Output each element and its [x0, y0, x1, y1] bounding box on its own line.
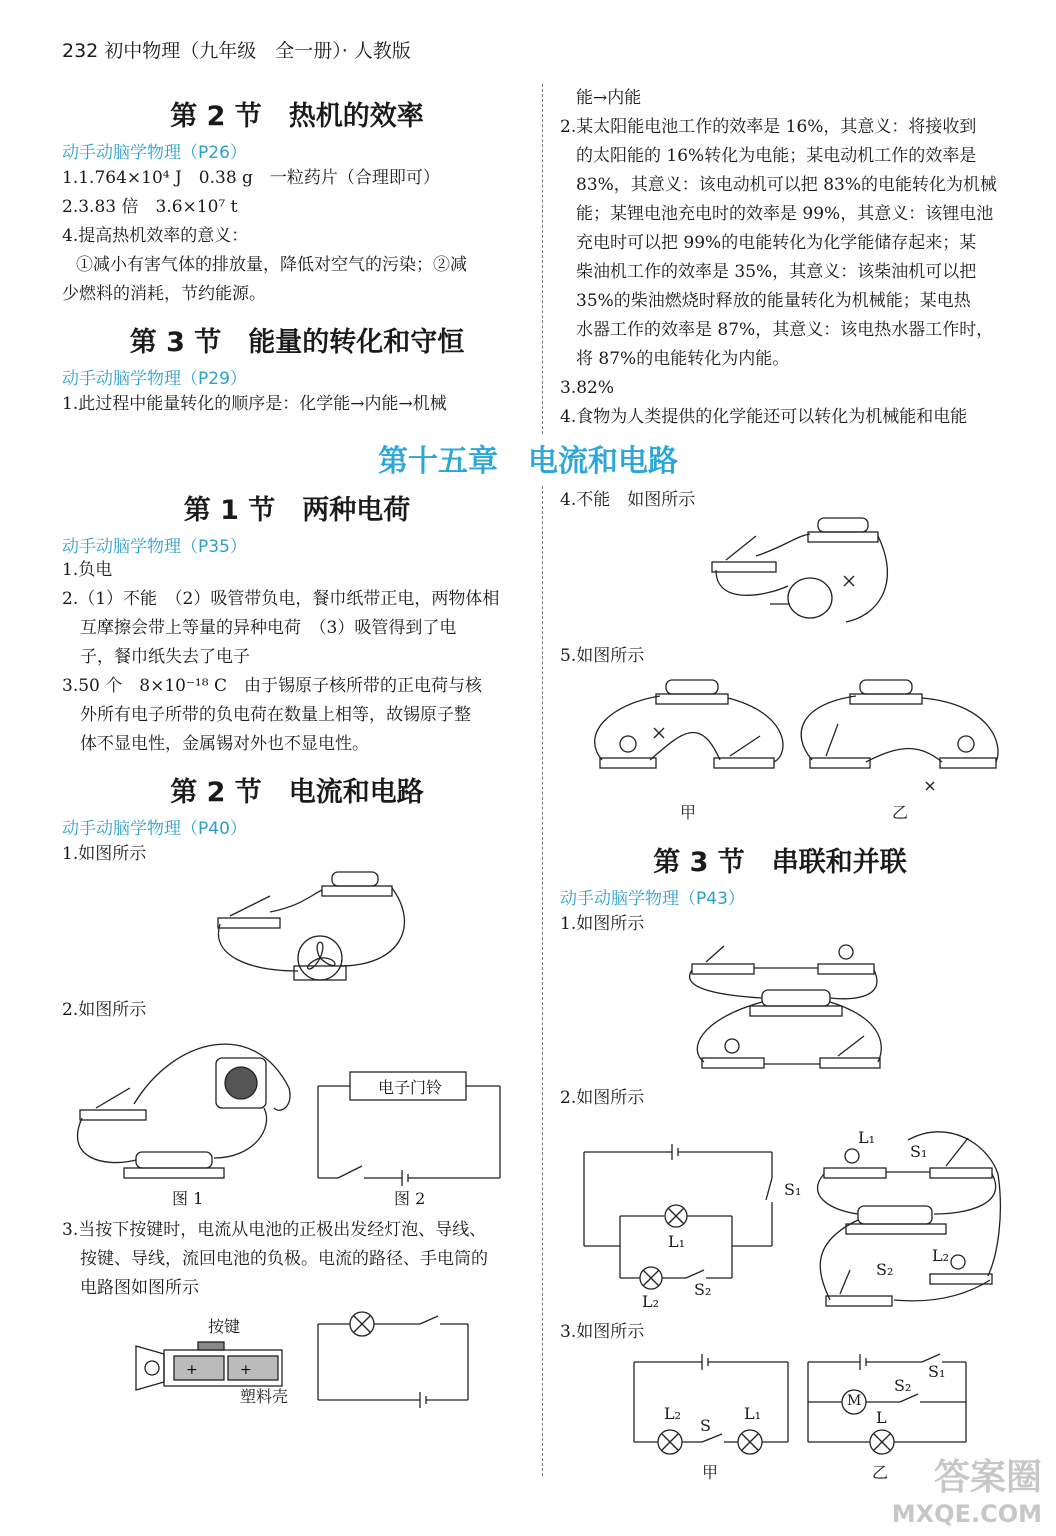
switch [420, 1316, 438, 1324]
question-line: 1.如图所示 [62, 844, 147, 864]
flashlight-answer [62, 1216, 488, 1303]
switch-s1 [766, 1178, 772, 1200]
two-charges-answers [62, 556, 499, 759]
figure-caption: 甲 [702, 1463, 719, 1482]
section-title-heat-engine: 第 2 节 热机的效率 [170, 101, 424, 132]
battery-base [656, 694, 728, 704]
wire [894, 1280, 990, 1301]
parallel-circuit-figure [688, 940, 888, 1076]
label-s2: S₂ [876, 1260, 894, 1279]
switch-blade [826, 724, 838, 756]
battery-base [850, 694, 922, 704]
flashlight-head [136, 1346, 164, 1390]
label-s: S [700, 1416, 711, 1435]
answer-line: 35%的柴油燃烧时释放的能量转化为机械能；某电热 [576, 291, 971, 311]
answer-line: 柴油机工作的效率是 35%，其意义：该柴油机可以把 [576, 262, 977, 282]
label-s1: S₁ [910, 1142, 928, 1161]
question-line: 5.如图所示 [560, 646, 645, 666]
question-line: 1.如图所示 [560, 914, 645, 934]
page-header: 232 初中物理（九年级 全一册）· 人教版 [62, 40, 411, 62]
switch-base [826, 1296, 892, 1306]
answer-line: 83%，其意义：该电动机可以把 83%的电能转化为机械 [576, 175, 997, 195]
answer-line: 少燃料的消耗，节约能源。 [62, 284, 266, 304]
section-title-energy-conversion: 第 3 节 能量的转化和守恒 [129, 327, 465, 358]
bulb [145, 1361, 159, 1375]
column-divider [542, 84, 543, 434]
battery-base [846, 1224, 946, 1234]
answer-line: 的太阳能的 16%转化为电能；某电动机工作的效率是 [576, 146, 977, 166]
battery-cell [174, 1356, 224, 1380]
answer-line: 1.1.764×10⁴ J 0.38 g 一粒药片（合理即可） [62, 168, 440, 188]
switch-base [930, 1168, 992, 1178]
switch-s1 [922, 1354, 940, 1362]
motor [788, 578, 832, 618]
question-line: 3.如图所示 [560, 1322, 645, 1342]
section-title-current-circuit: 第 2 节 电流和电路 [170, 777, 424, 808]
bell-button [225, 1067, 257, 1099]
battery [762, 990, 830, 1006]
answer-line: 2.某太阳能电池工作的效率是 16%，其意义：将接收到 [560, 117, 977, 137]
switch-s2 [686, 1270, 704, 1278]
lamp [839, 945, 853, 959]
column-divider [542, 486, 543, 1476]
doorbell-wiring-figure [74, 1028, 304, 1178]
answer-line: 水器工作的效率是 87%，其意义：该电热水器工作时， [576, 320, 994, 340]
lamp [951, 1255, 965, 1269]
switch-base [80, 1110, 146, 1120]
answer-line: 2.3.83 倍 3.6×10⁷ t [62, 197, 238, 217]
motor-schematic-yi [806, 1356, 970, 1456]
battery-base [124, 1168, 224, 1178]
switch-base [810, 758, 870, 768]
switch-blade [840, 1270, 850, 1294]
doorbell-label: 电子门铃 [377, 1078, 442, 1097]
figure-caption: 乙 [872, 1463, 889, 1482]
lamp [845, 1149, 859, 1163]
battery [818, 518, 868, 532]
lamp-base [930, 1274, 992, 1284]
wire [818, 1174, 859, 1214]
switch-s [702, 1434, 722, 1442]
answer-line: 1.此过程中能量转化的顺序是：化学能→内能→机械 [62, 394, 447, 414]
motor-circuit-figure [706, 516, 896, 636]
battery-cell [228, 1356, 278, 1380]
wire [922, 698, 998, 762]
wire [866, 749, 942, 763]
figure-caption: 乙 [892, 803, 909, 822]
wire [595, 696, 660, 760]
switch-blade [96, 1088, 130, 1108]
watermark-logo: 答案圈 [933, 1457, 1042, 1498]
switch-s2 [900, 1394, 918, 1402]
battery-base [750, 1006, 842, 1016]
switch-blade [730, 736, 760, 756]
exercise-subheading: 动手动脑学物理（P29） [62, 369, 247, 389]
heat-engine-answers [62, 164, 467, 309]
answer-line: 能→内能 [576, 88, 642, 108]
short-circuit-figure-yi [800, 674, 1000, 780]
switch-base [218, 918, 280, 928]
answer-line: 3.当按下按键时，电流从电池的正极出发经灯泡、导线、 [62, 1220, 487, 1240]
chapter-title: 第十五章 电流和电路 [378, 444, 678, 479]
shell-label: 塑料壳 [240, 1387, 289, 1406]
section-title-series-parallel: 第 3 节 串联和并联 [653, 847, 907, 878]
battery [858, 1206, 932, 1224]
switch-base [692, 964, 754, 974]
lamp-base [940, 758, 996, 768]
switch-blade [946, 1138, 968, 1166]
fan-circuit-figure [210, 866, 410, 996]
label-s2: S₂ [894, 1376, 912, 1395]
label-m: M [847, 1393, 862, 1409]
parallel-schematic-q2 [582, 1138, 782, 1308]
question-line: 2.如图所示 [62, 1000, 147, 1020]
wire [78, 1118, 136, 1163]
question-line: 4.不能 如图所示 [560, 490, 696, 510]
label-l1: L₁ [744, 1404, 762, 1423]
lamp-base [702, 1058, 764, 1068]
wire [218, 924, 298, 971]
label-l2: L₂ [664, 1404, 682, 1423]
exercise-subheading: 动手动脑学物理（P43） [560, 889, 745, 909]
energy-efficiency-answers [560, 84, 997, 432]
answer-line: 4.食物为人类提供的化学能还可以转化为机械能和电能 [560, 407, 968, 427]
switch-blade [706, 946, 724, 962]
exercise-subheading: 动手动脑学物理（P40） [62, 819, 247, 839]
answer-line: 4.提高热机效率的意义： [62, 226, 249, 246]
answer-line: 3.50 个 8×10⁻¹⁸ C 由于锡原子核所带的正电荷与核 [62, 676, 482, 696]
fan-blades [308, 942, 335, 969]
lamp [620, 736, 636, 752]
label-l1: L₁ [668, 1232, 686, 1251]
switch-base [820, 1058, 880, 1068]
label-l1: L₁ [858, 1128, 876, 1147]
battery [860, 680, 912, 694]
answer-line: 将 87%的电能转化为内能。 [576, 349, 790, 369]
answer-line: 3.82% [560, 378, 615, 398]
wire [650, 732, 720, 760]
wire [830, 1002, 881, 1062]
answer-line: 子，餐巾纸失去了电子 [80, 647, 250, 667]
exercise-subheading: 动手动脑学物理（P35） [62, 537, 247, 557]
question-line: 2.如图所示 [560, 1088, 645, 1108]
plus-sign: + [186, 1362, 198, 1378]
wire [716, 570, 788, 595]
battery [136, 1152, 212, 1168]
flashlight-schematic [316, 1316, 472, 1406]
battery [666, 680, 718, 694]
battery-base [322, 886, 392, 896]
motor-base [294, 966, 346, 980]
plus-sign: + [240, 1362, 252, 1378]
wire [934, 1174, 996, 1214]
answer-line: 互摩擦会带上等量的异种电荷 （3）吸管得到了电 [80, 618, 457, 638]
button-label: 按键 [208, 1317, 241, 1336]
section-title-two-charges: 第 1 节 两种电荷 [183, 495, 411, 526]
answer-line: 1.负电 [62, 560, 113, 580]
lamp-base [824, 1168, 886, 1178]
series-schematic-jia [632, 1356, 792, 1456]
label-l: L [876, 1408, 887, 1427]
battery-base [808, 532, 878, 542]
switch-base [714, 758, 774, 768]
figure-caption: 甲 [680, 803, 697, 822]
switch-blade [230, 896, 270, 916]
wire [846, 536, 887, 622]
wire [214, 1108, 267, 1158]
wire [756, 534, 810, 556]
answer-line: 2.（1）不能 （2）吸管带负电，餐巾纸带正电，两物体相 [62, 589, 500, 609]
label-s1: S₁ [784, 1180, 802, 1199]
switch-blade [838, 1036, 864, 1056]
switch [338, 1166, 362, 1178]
wire [270, 890, 322, 912]
label-l2: L₂ [642, 1292, 660, 1311]
label-l2: L₂ [932, 1246, 950, 1265]
switch-base [712, 562, 776, 572]
label-s2: S₂ [694, 1280, 712, 1299]
answer-line: 充电时可以把 99%的电能转化为化学能储存起来；某 [576, 233, 977, 253]
switch-blade [726, 536, 756, 560]
exercise-subheading: 动手动脑学物理（P26） [62, 143, 247, 163]
answer-line: 体不显电性，金属锡对外也不显电性。 [80, 734, 369, 754]
watermark-site: MXQE.COM [891, 1500, 1042, 1528]
answer-line: 外所有电子所带的负电荷在数量上相等，故锡原子整 [80, 705, 471, 725]
battery [332, 872, 378, 886]
figure-caption: 图 2 [394, 1189, 426, 1208]
answer-line: 能；某锂电池充电时的效率是 99%，其意义：该锂电池 [576, 204, 994, 224]
wire [820, 1220, 858, 1300]
answer-line: 按键、导线，流回电池的负极。电流的路径、手电筒的 [80, 1249, 488, 1269]
lamp-base [818, 964, 874, 974]
button [198, 1342, 224, 1350]
short-circuit-figure-jia [590, 674, 786, 780]
answer-line: ①减小有害气体的排放量，降低对空气的污染；②减 [76, 255, 467, 275]
lamp [725, 1039, 739, 1053]
answer-line: 电路图如图所示 [80, 1278, 199, 1298]
figure-caption: 图 1 [172, 1189, 204, 1208]
wire [340, 888, 404, 966]
label-s1: S₁ [928, 1362, 946, 1381]
lamp-base [600, 758, 656, 768]
lamp [958, 736, 974, 752]
